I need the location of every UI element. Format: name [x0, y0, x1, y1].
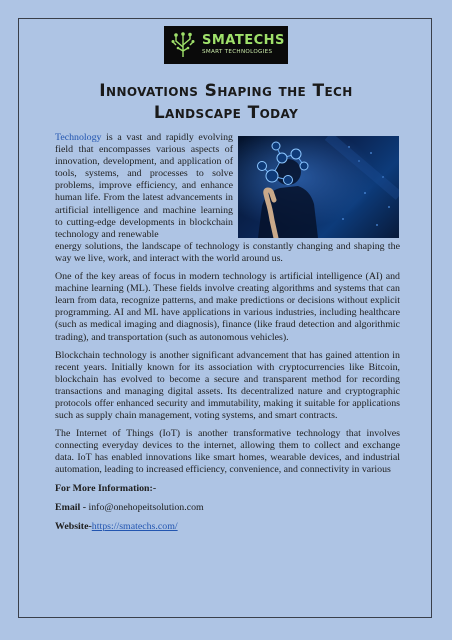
- paragraph-iot: The Internet of Things (IoT) is another transformative technology that involves connecting everyday devices to the internet, allowing them to collect and exchange data. IoT has enabled innovations like smart homes, wearable devices, and industrial automation, leading to increased efficiency, convenience, and connectivity in various: [55, 428, 400, 476]
- brand-logo: [164, 26, 288, 64]
- brand-name: SMATECHS: [202, 33, 285, 48]
- circuit-tree-icon: [169, 30, 197, 60]
- email-label: Email -: [55, 501, 89, 513]
- page-title: [40, 80, 412, 124]
- intro-text: is a vast and rapidly evolving field that encompasses various aspects of innovation, development, and application of tools, systems, and processes to solve problems, improve efficiency, and enhance human life. From the latest advancements in artificial intelligence and machine learning to cutting-edge developments in blockchain technology and renewable: [55, 132, 233, 240]
- title-line-2: Landscape Today: [153, 103, 299, 123]
- paragraph-intro: [55, 132, 400, 265]
- contact-section: [55, 483, 400, 533]
- paragraph-blockchain: Blockchain technology is another significant advancement that has gained attention in recent years. Initially known for its association with cryptocurrencies like Bitcoin, blockchain has evolved to become a secure and transparent method for recording transactions and managing digital assets. Its decentralized nature and cryptographic protocols offer enhanced security and immutability, making it suitable for applications such as supply chain management, voting systems, and smart contracts.: [55, 349, 400, 422]
- article-body: [55, 132, 400, 540]
- intro-text-continued: energy solutions, the landscape of technology is constantly changing and shaping the way we live, work, and interact with the world around us.: [55, 240, 400, 264]
- technology-link[interactable]: Technology: [55, 132, 102, 143]
- contact-heading: For More Information:-: [55, 482, 157, 494]
- website-link[interactable]: https://smatechs.com/: [91, 520, 178, 532]
- brand-tagline: SMART TECHNOLOGIES: [202, 49, 273, 55]
- title-line-1: Innovations Shaping the Tech: [99, 81, 353, 101]
- website-label: Website-: [55, 520, 92, 532]
- paragraph-ai-ml: One of the key areas of focus in modern technology is artificial intelligence (AI) and machine learning (ML). These fields involve creating algorithms and systems that can learn from data, recognize patterns, and make predictions or decisions without explicit programming. AI and ML have applications in various industries, including healthcare (such as medical imaging and diagnosis), finance (like fraud detection and algorithmic trading), and transportation (such as autonomous vehicles).: [55, 271, 400, 343]
- email-address[interactable]: info@onehopeitsolution.com: [88, 501, 204, 513]
